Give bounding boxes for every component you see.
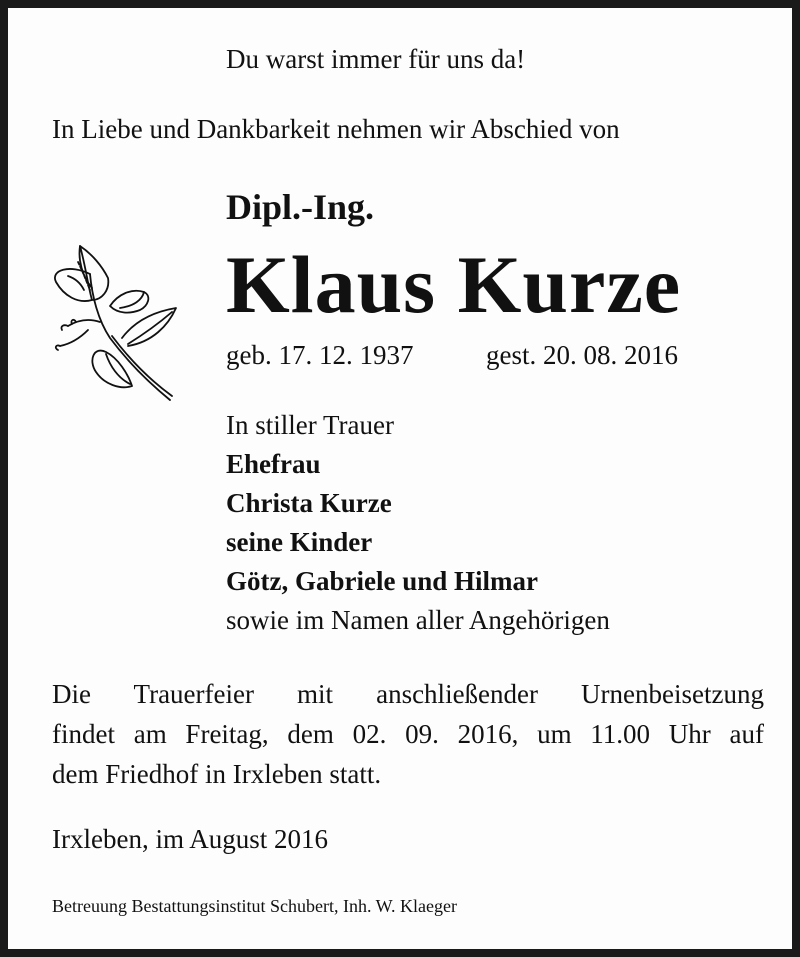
mourners-heading: In stiller Trauer xyxy=(226,410,394,440)
deceased-name: Klaus Kurze xyxy=(226,239,682,330)
academic-title: Dipl.-Ing. xyxy=(226,187,375,227)
ceremony-line: dem Friedhof in Irxleben statt. xyxy=(52,759,382,789)
mourner-relation: Ehefrau xyxy=(226,449,321,479)
ceremony-paragraph xyxy=(52,674,764,794)
mourner-relation: seine Kinder xyxy=(226,527,373,557)
motto-line: Du warst immer für uns da! xyxy=(226,44,526,74)
mourner-names: Götz, Gabriele und Hilmar xyxy=(226,566,538,596)
mourners-closing: sowie im Namen aller Angehörigen xyxy=(226,605,610,635)
mourner-name: Christa Kurze xyxy=(226,488,392,518)
funeral-home-credit: Betreuung Bestattungsinstitut Schubert, Inh. W. Klaeger xyxy=(52,896,457,916)
death-date: gest. 20. 08. 2016 xyxy=(486,340,678,370)
ceremony-line: findet am Freitag, dem 02. 09. 2016, um 11.00 Uhr auf xyxy=(52,719,764,749)
calla-lily-icon xyxy=(48,234,184,406)
place-and-date: Irxleben, im August 2016 xyxy=(52,824,328,854)
intro-line: In Liebe und Dankbarkeit nehmen wir Abschied von xyxy=(52,114,620,144)
birth-date: geb. 17. 12. 1937 xyxy=(226,340,414,370)
mourners-block xyxy=(226,406,610,640)
ceremony-line: Die Trauerfeier mit anschließender Urnenbeisetzung xyxy=(52,679,764,709)
